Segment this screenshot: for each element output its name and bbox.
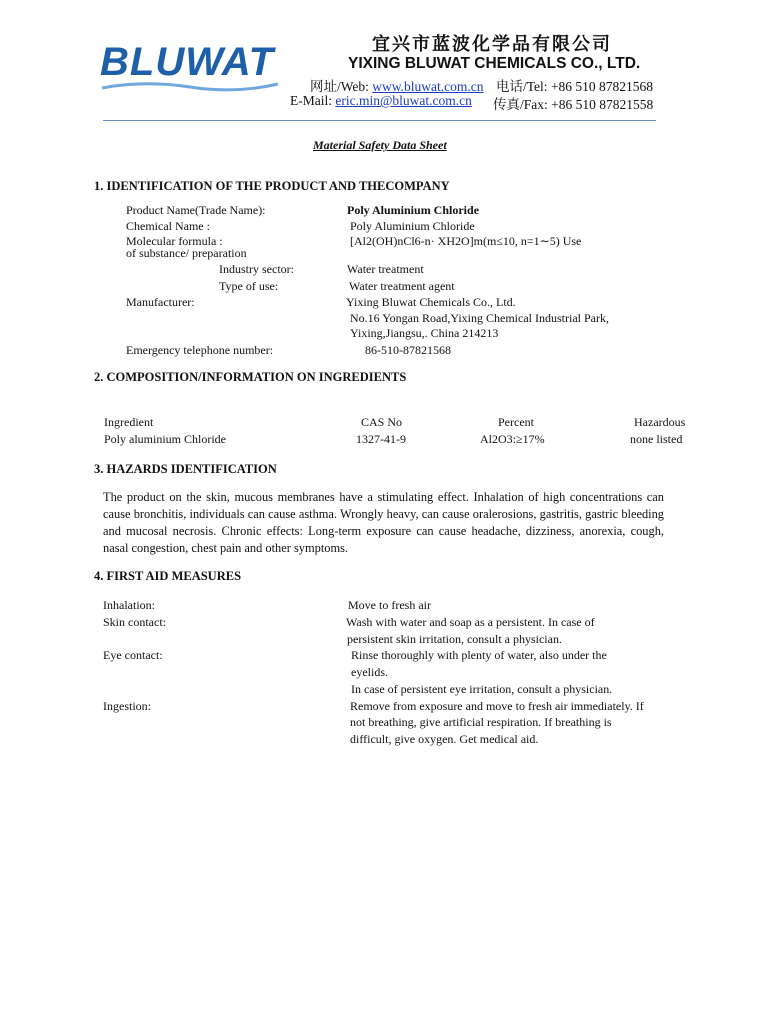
industry-value: Water treatment [347, 262, 424, 276]
col-ingredient: Ingredient [104, 415, 154, 429]
eye-line-1: Rinse thoroughly with plenty of water, also under the [351, 648, 607, 662]
col-hazardous: Hazardous [634, 415, 686, 429]
chemical-name-value: Poly Aluminium Chloride [350, 219, 475, 233]
col-cas: CAS No [361, 415, 403, 429]
eye-line-3: In case of persistent eye irritation, consult a physician. [351, 682, 613, 696]
section-4-heading: 4. FIRST AID MEASURES [94, 569, 242, 583]
type-of-use-value: Water treatment agent [349, 279, 455, 293]
cell-cas: 1327-41-9 [356, 432, 406, 446]
manufacturer-line-1: Yixing Bluwat Chemicals Co., Ltd. [346, 295, 516, 309]
col-percent: Percent [498, 415, 534, 429]
ingestion-line-2: not breathing, give artificial respiration. If breathing is [350, 715, 612, 729]
ingestion-line-1: Remove from exposure and move to fresh air immediately. If [350, 699, 644, 713]
hazards-paragraph: The product on the skin, mucous membranes have a stimulating effect. Inhalation of high concentrations can cause bronchitis, individuals can cause asthma. Wrongly heavy, can cause oralerosions, gastritis, gastric bleeding and mucosal necrosis. Chronic effects: Long-term exposure can cause headache, dizziness, anorexia, cough, nasal congestion, chest pain and other symptoms. [103, 490, 664, 555]
fax-line [493, 93, 653, 113]
inhalation-value: Move to fresh air [348, 598, 431, 612]
document-title: Material Safety Data Sheet [313, 138, 447, 152]
logo-wave-icon [100, 78, 280, 94]
cell-percent: Al2O3:≥17% [480, 432, 545, 446]
header-divider [103, 120, 656, 121]
email-line [290, 93, 472, 109]
eye-line-2: eyelids. [351, 665, 388, 679]
cell-ingredient: Poly aluminium Chloride [104, 432, 226, 446]
section-2-heading: 2. COMPOSITION/INFORMATION ON INGREDIENTS [94, 370, 407, 384]
tel-line [496, 75, 653, 95]
email-label: E-Mail: [290, 93, 332, 108]
formula-label: Molecular formula : [126, 234, 223, 248]
cell-hazardous: none listed [630, 432, 683, 446]
tel-value: +86 510 87821568 [550, 79, 654, 94]
skin-label: Skin contact: [103, 615, 166, 629]
use-label: of substance/ preparation [126, 246, 247, 260]
product-name-label: Product Name(Trade Name): [126, 203, 266, 217]
fax-label: 传真/Fax: [493, 97, 548, 112]
company-name-cn: 宜兴市蓝波化学品有限公司 [372, 34, 612, 55]
web-line [310, 75, 484, 95]
fax-value: +86 510 87821558 [551, 97, 654, 112]
tel-label: 电话/Tel: [496, 79, 548, 94]
company-logo: BLUWAT [100, 40, 275, 84]
formula-value: [Al2(OH)nCl6-n· XH2O]m(m≤10, n=1∼5) Use [350, 234, 582, 248]
web-label: 网址/Web: [310, 79, 369, 94]
emergency-label: Emergency telephone number: [126, 343, 274, 357]
manufacturer-line-2: No.16 Yongan Road,Yixing Chemical Industrial Park, [350, 311, 609, 325]
web-link[interactable]: www.bluwat.com.cn [372, 79, 484, 94]
inhalation-label: Inhalation: [103, 598, 155, 612]
company-name-en: YIXING BLUWAT CHEMICALS CO., LTD. [348, 55, 641, 72]
ingestion-label: Ingestion: [103, 699, 151, 713]
section-1-heading: 1. IDENTIFICATION OF THE PRODUCT AND THECOMPANY [94, 179, 450, 193]
email-link[interactable]: eric.min@bluwat.com.cn [335, 93, 472, 108]
manufacturer-line-3: Yixing,Jiangsu,. China 214213 [350, 326, 499, 340]
section-3-heading: 3. HAZARDS IDENTIFICATION [94, 462, 277, 476]
ingestion-line-3: difficult, give oxygen. Get medical aid. [350, 732, 539, 746]
chemical-name-label: Chemical Name : [126, 219, 210, 233]
industry-label: Industry sector: [219, 262, 294, 276]
type-of-use-label: Type of use: [219, 279, 279, 293]
manufacturer-label: Manufacturer: [126, 295, 195, 309]
emergency-value: 86-510-87821568 [365, 343, 451, 357]
eye-label: Eye contact: [103, 648, 163, 662]
skin-line-2: persistent skin irritation, consult a physician. [347, 632, 562, 646]
product-name-value: Poly Aluminium Chloride [347, 203, 480, 217]
skin-line-1: Wash with water and soap as a persistent. In case of [346, 615, 595, 629]
